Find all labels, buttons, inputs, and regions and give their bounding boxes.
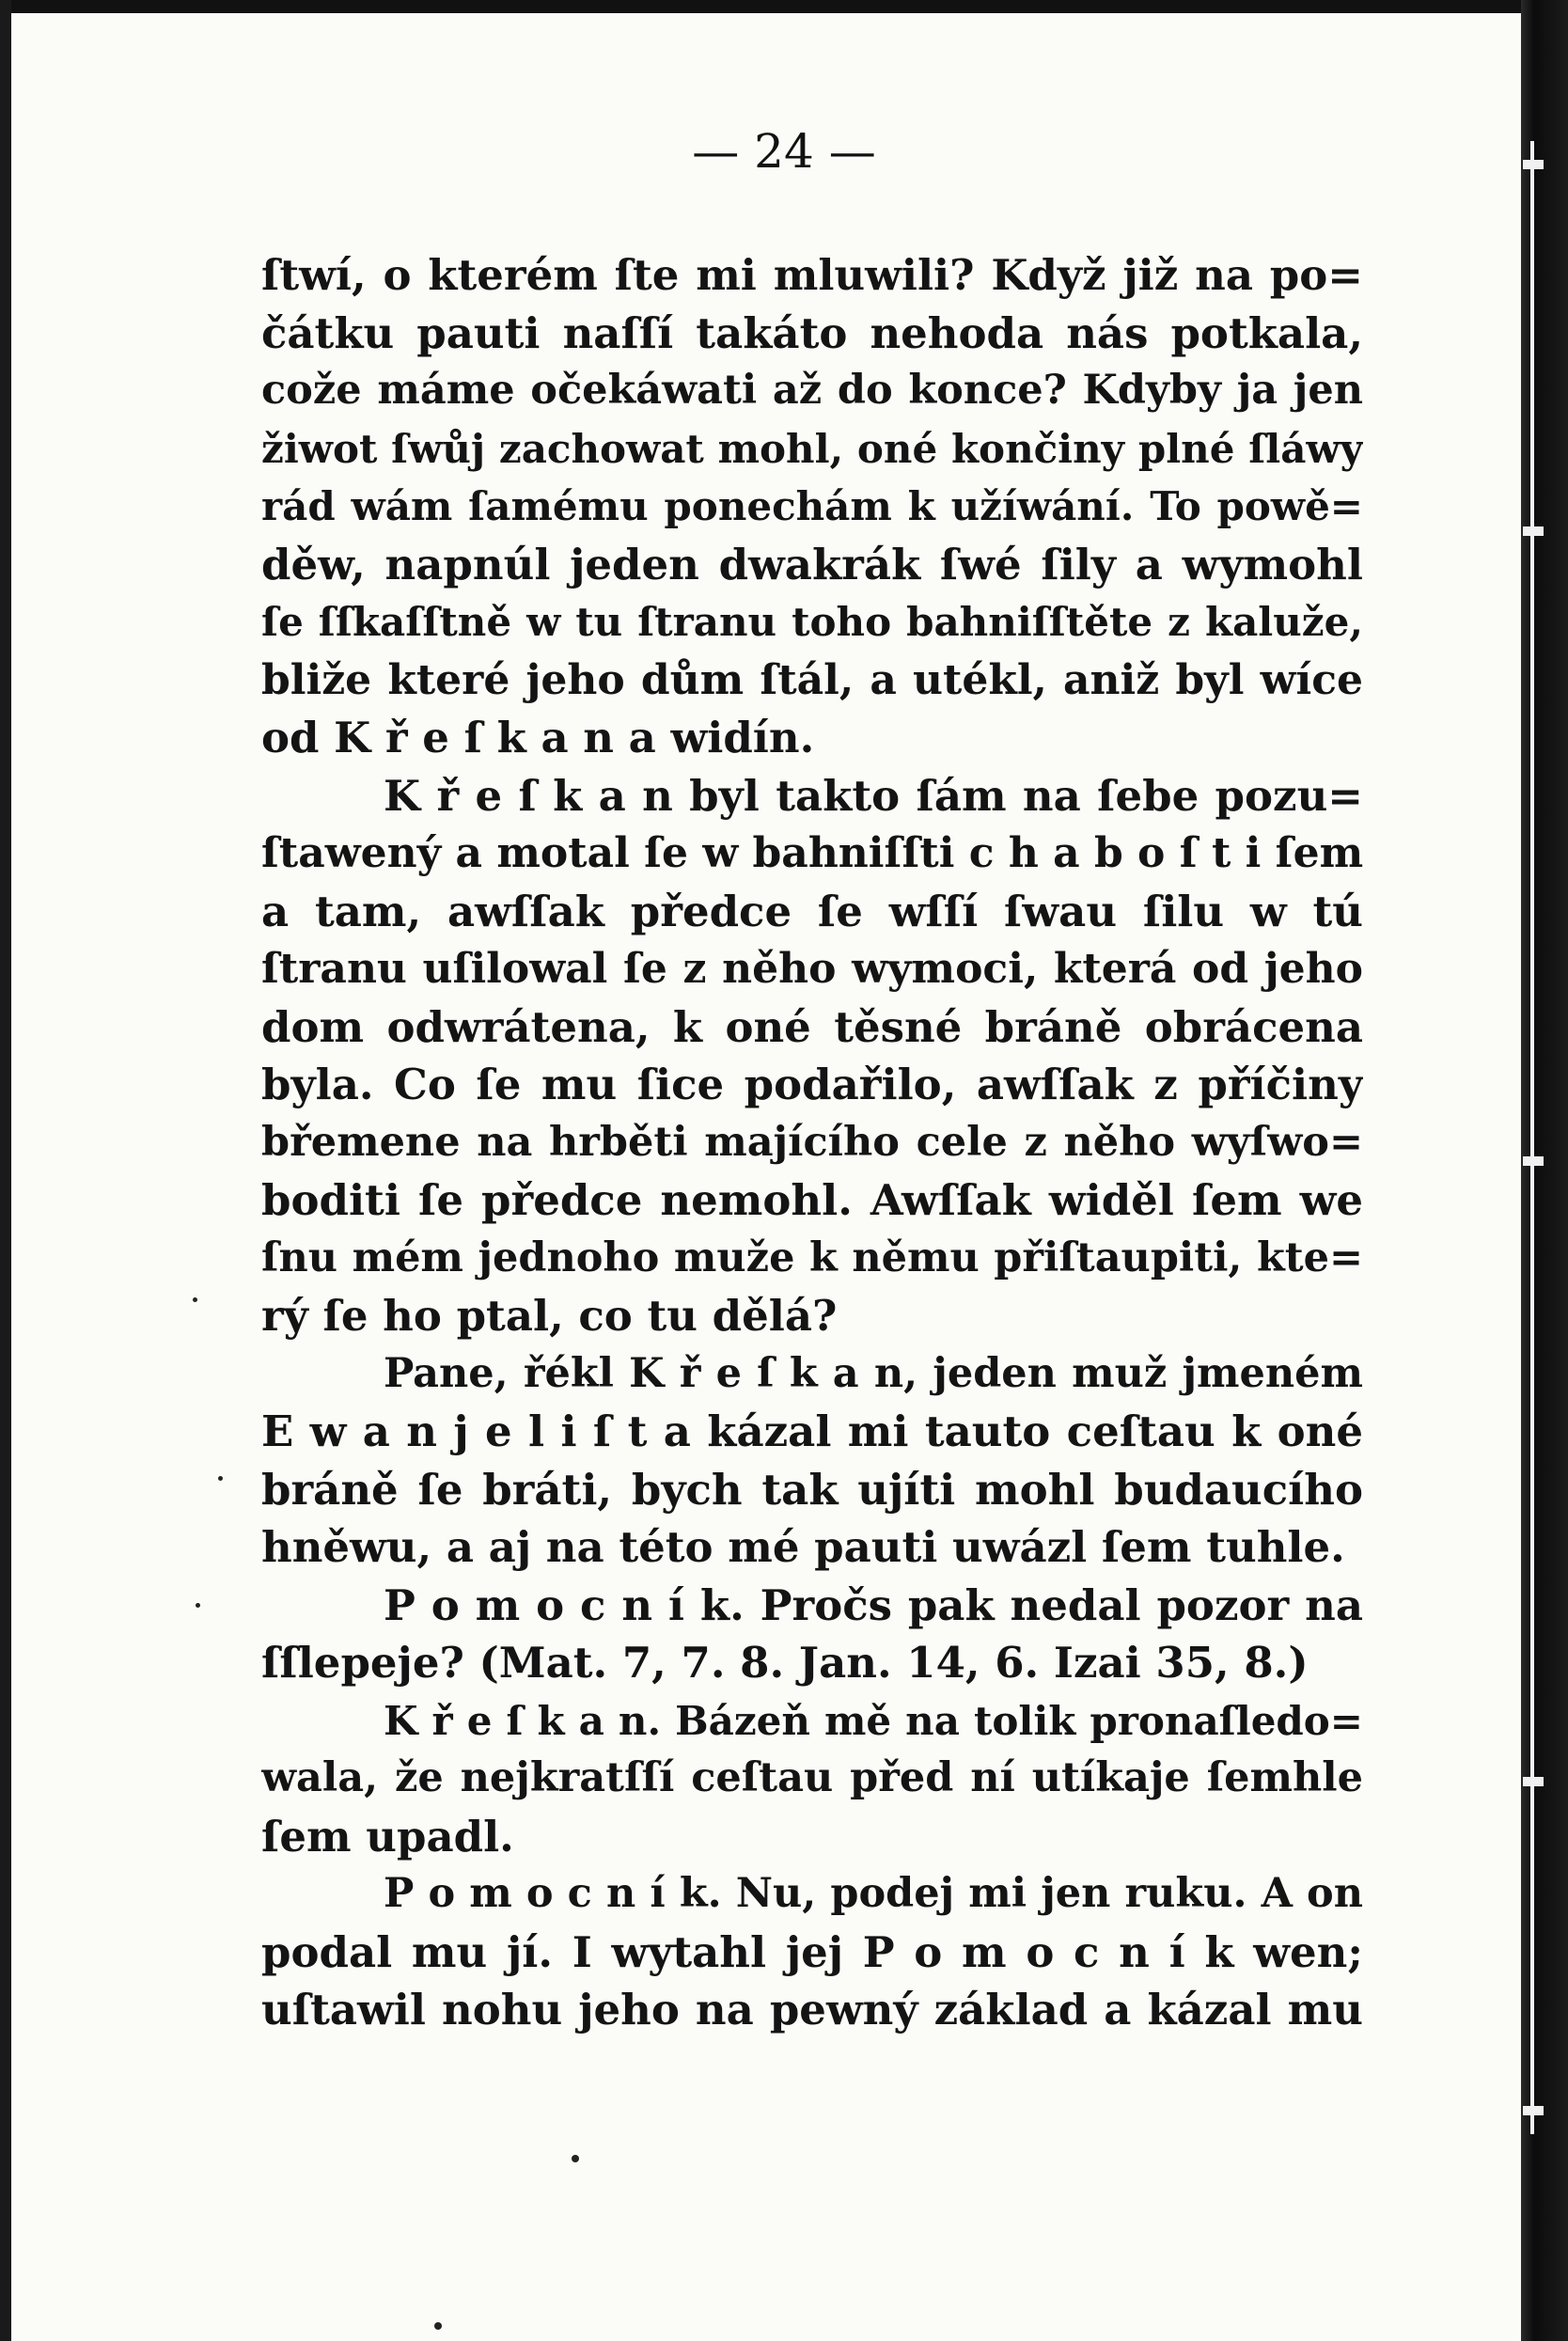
text-line: P o m o c n í k. Pročs pak nedal pozor na	[384, 1579, 1363, 1630]
text-line: byla. Co ſe mu ſice podařilo, awſſak z příčiny	[261, 1060, 1363, 1109]
text-line: bráně ſe bráti, bych tak ujíti mohl budaucího	[261, 1464, 1363, 1515]
text-line: ſtwí, o kterém ſte mi mluwili? Když již na po=	[261, 250, 1363, 300]
page-edge-highlight	[1530, 141, 1534, 2134]
text-line: ſſlepeje? (Mat. 7, 7. 8. Jan. 14, 6. Izai 35, 8.)	[261, 1638, 1309, 1688]
text-line: uſtawil nohu jeho na pewný základ a kázal mu	[261, 1985, 1363, 2035]
text-line: ſem upadl.	[261, 1811, 514, 1862]
ink-speck	[434, 2322, 442, 2330]
text-line: rý ſe ho ptal, co tu dělá?	[261, 1291, 838, 1341]
text-line: K ř e ſ k a n. Bázeň mě na tolik pronaſledo=	[384, 1697, 1363, 1744]
binding-mark	[1523, 526, 1544, 536]
text-line: bliže které jeho dům ſtál, a utékl, aniž byl wíce	[261, 655, 1363, 704]
text-line: Pane, řékl K ř e ſ k a n, jeden muž jmeném	[384, 1349, 1363, 1397]
text-line: břemene na hrběti majícího cele z něho wyſwo=	[261, 1118, 1363, 1166]
text-line: od K ř e ſ k a n a widín.	[261, 713, 815, 762]
ink-speck	[572, 2155, 579, 2162]
text-line: a tam, awſſak předce ſe wſſí ſwau ſilu w tú	[261, 886, 1363, 936]
binding-mark	[1523, 2106, 1544, 2115]
text-line: cože máme očekáwati až do konce? Kdyby ja jen	[261, 367, 1363, 414]
text-line: hněwu, a aj na této mé pauti uwázl ſem tuhle.	[261, 1522, 1345, 1572]
text-line: E w a n j e l i ſ t a kázal mi tauto ceſtau k oné	[261, 1406, 1363, 1456]
text-line: děw, napnúl jeden dwakrák ſwé ſily a wymohl	[261, 539, 1363, 589]
text-line: K ř e ſ k a n byl takto ſám na ſebe pozu=	[384, 770, 1363, 821]
text-line: ſtranu uſilowal ſe z něho wymoci, která od jeho	[261, 945, 1363, 993]
ink-speck	[193, 1297, 197, 1302]
scan-border-left	[0, 0, 11, 2341]
body-text	[261, 246, 1363, 2039]
text-line: žiwot ſwůj zachowat mohl, oné končiny plné ſláwy	[261, 425, 1363, 472]
text-line: ſe ſſkaſſtně w tu ſtranu toho bahniſſtěte z kaluže,	[261, 599, 1363, 645]
page-number: — 24 —	[692, 124, 876, 179]
text-line: podal mu jí. I wytahl jej P o m o c n í k wen;	[261, 1926, 1363, 1977]
text-line: rád wám ſamému ponechám k užíwání. To powě=	[261, 483, 1363, 529]
ink-speck	[196, 1603, 200, 1608]
text-line: čátku pauti naſſí takáto nehoda nás potkala,	[261, 307, 1363, 358]
binding-mark	[1523, 1156, 1544, 1166]
text-line: boditi ſe předce nemohl. Awſſak widěl ſem we	[261, 1175, 1363, 1225]
binding-mark	[1523, 1777, 1544, 1786]
text-line: ſtawený a motal ſe w bahniſſti c h a b o ſ t i ſem	[261, 829, 1363, 877]
text-line: dom odwrátena, k oné těsné bráně obrácena	[261, 1001, 1363, 1052]
text-line: wala, že nejkratſſí ceſtau před ní utíkaje ſemhle	[261, 1754, 1363, 1801]
text-line: P o m o c n í k. Nu, podej mi jen ruku. A on	[384, 1870, 1363, 1917]
scan-border-top	[0, 0, 1568, 13]
ink-speck	[218, 1476, 223, 1481]
text-line: ſnu mém jednoho muže k němu přiſtaupiti, kte=	[261, 1233, 1363, 1281]
book-spine-edge	[1521, 0, 1568, 2341]
